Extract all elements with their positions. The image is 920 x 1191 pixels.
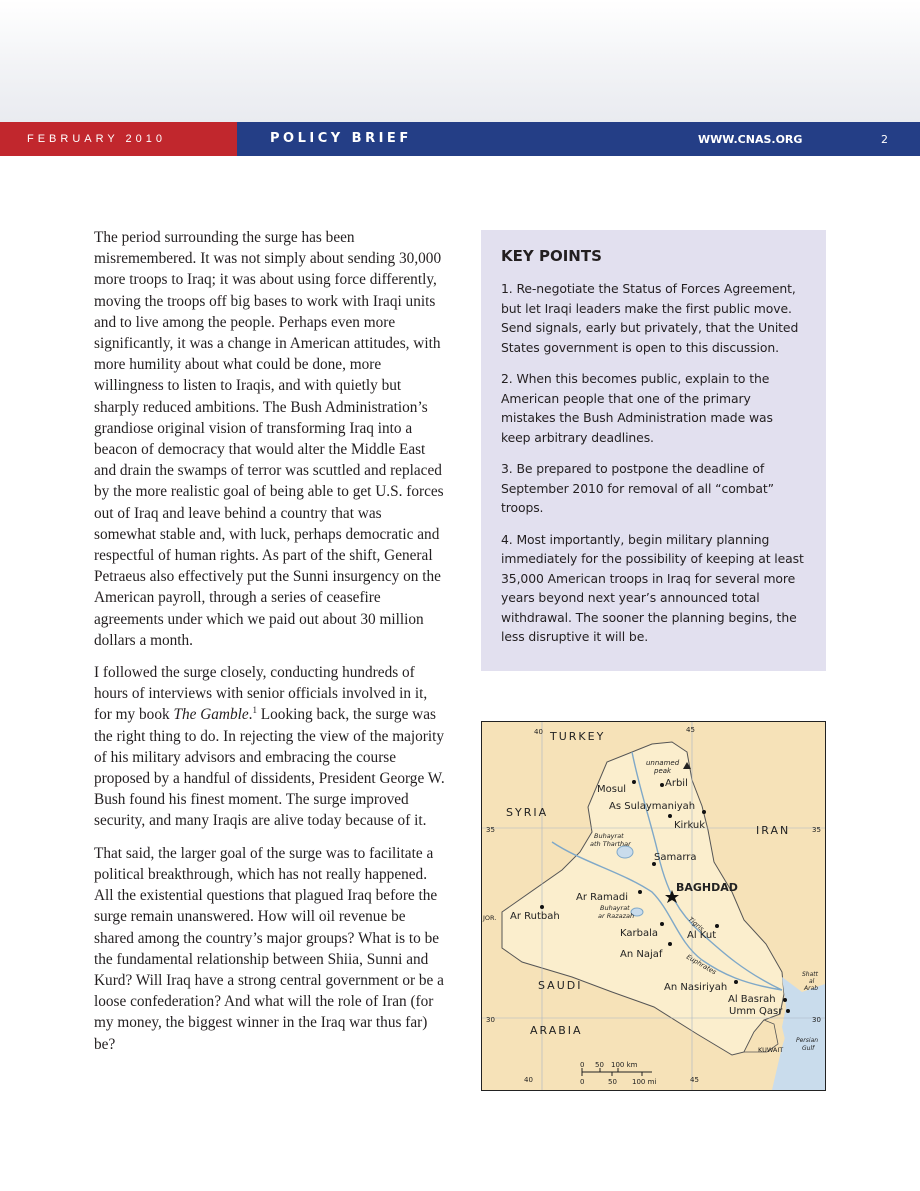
country-label: KUWAIT (758, 1046, 784, 1054)
body-paragraph-2 (94, 662, 446, 832)
iraq-map-svg (482, 722, 825, 1090)
key-point-item: 2. When this becomes public, explain to the American people that one of the primary mistakes the Bush Administration made was keep arbitrary deadlines. (501, 371, 773, 445)
city-dot (702, 810, 706, 814)
country-label: IRAN (756, 824, 791, 837)
scale-label-km: 50 (595, 1061, 604, 1069)
feature-label: Buhayrat (600, 904, 630, 912)
header-title-section (237, 122, 920, 156)
feature-label: al (809, 978, 815, 985)
feature-label: unnamed (646, 759, 680, 767)
grid-label: 40 (534, 728, 543, 736)
p2-text-c: Looking back, the surge was the right thing to do. In rejecting the view of the majority of his military advisors and embracing the course proposed by a handful of dissidents, President George W. Bush found his finest moment. The surge improved security, and many Iraqis are alive today because of it. (94, 706, 445, 830)
key-point-item: 3. Be prepared to postpone the deadline of September 2010 for removal of all “combat” troops. (501, 461, 774, 515)
feature-label: Euphrates (685, 952, 718, 977)
city-dot (783, 998, 787, 1002)
header-date-section (0, 122, 237, 156)
p2-text-b: . (248, 706, 253, 724)
city-label: Mosul (597, 784, 627, 795)
p2-text-a: I followed the surge closely, conducting hundreds of hours of interviews with senior officials involved in it, for my book (94, 664, 428, 724)
country-label: SYRIA (506, 806, 549, 819)
city-dot (668, 814, 672, 818)
grid-label: 45 (690, 1076, 699, 1084)
city-label: Ar Ramadi (576, 892, 628, 903)
city-label: Karbala (620, 928, 659, 939)
body-paragraph-3: That said, the larger goal of the surge was to facilitate a political breakthrough, which has not really happened. All the existential questions that plagued Iraq before the surge remain unanswered. How will oil revenue be shared among the country’s major groups? What is to be the fundamental relationship between Shiia, Sunni and Kurd? Will Iraq have a strong central government or be a loose confederation? And what will the role of Iran (for my money, the biggest winner in the Iraq war thus far) be? (94, 844, 444, 1053)
city-label: Ar Rutbah (510, 911, 560, 922)
key-point-item: 1. Re-negotiate the Status of Forces Agreement, but let Iraqi leaders make the first public move. Send signals, early but privately, that the United States government is open to this discussion. (501, 281, 799, 355)
page-number: 2 (881, 133, 888, 146)
book-title: The Gamble (173, 706, 249, 724)
city-dot (734, 980, 738, 984)
city-dot (632, 780, 636, 784)
feature-label: Persian (796, 1037, 819, 1044)
feature-label: Buhayrat (594, 832, 624, 840)
city-label: Arbil (665, 778, 688, 789)
grid-label: 45 (686, 726, 695, 734)
city-label: Umm Qasr (729, 1006, 783, 1017)
scale-label-mi: 100 mi (632, 1078, 657, 1086)
feature-label: Shatt (802, 971, 818, 978)
scale-label-mi: 0 (580, 1078, 585, 1086)
key-points-box (481, 230, 826, 671)
grid-label: 30 (486, 1016, 495, 1024)
capital-label: BAGHDAD (676, 881, 738, 894)
feature-label: Arab (804, 985, 819, 992)
scale-label-mi: 50 (608, 1078, 617, 1086)
grid-label: 30 (812, 1016, 821, 1024)
country-label: SAUDI (538, 979, 583, 992)
feature-label: ar Razazah (598, 912, 635, 920)
country-label: TURKEY (550, 730, 606, 743)
body-paragraph-1: The period surrounding the surge has been misremembered. It was not simply about sending 30,000 more troops to Iraq; it was about using force differently, moving the troops off big bases to work with Iraqi units and to live among the people. Perhaps even more significantly, it was a change in American attitudes, with more humility about what could be done, more willingness to listen to Iraqis, and with quietly but sharply reduced ambitions. The Bush Administration’s grandiose original vision of transforming Iraq into a beacon of democracy that would alter the Middle East and drain the swamps of terror was scuttled and replaced by the more realistic goal of being able to get U.S. forces out of Iraq and leave behind a country that was somewhat stable and, with luck, perhaps democratic and respectful of human rights. As part of the shift, General Petraeus also effectively put the Sunni insurgency on the American payroll, through a series of ceasefire agreements under which we paid out about 30 million dollars a month. (94, 229, 444, 649)
grid-label: 40 (524, 1076, 533, 1084)
city-dot (540, 905, 544, 909)
feature-label: Gulf (802, 1045, 815, 1052)
scale-label-km: 100 km (611, 1061, 638, 1069)
city-dot (660, 922, 664, 926)
page-header-background (0, 0, 920, 122)
city-label: Samarra (654, 852, 697, 863)
city-label: An Najaf (620, 949, 663, 960)
city-dot (660, 783, 664, 787)
feature-label: ath Tharthar (590, 840, 631, 848)
iraq-map (481, 721, 826, 1091)
city-label: Kirkuk (674, 820, 706, 831)
city-dot (715, 924, 719, 928)
header-date: FEBRUARY 2010 (27, 133, 167, 145)
header-title: POLICY BRIEF (270, 131, 412, 146)
city-label: An Nasiriyah (664, 982, 728, 993)
header-bar (0, 122, 920, 156)
country-label: ARABIA (530, 1024, 583, 1037)
body-text-column (94, 227, 446, 1066)
key-points-heading: KEY POINTS (501, 247, 602, 265)
feature-label: Tigris (686, 915, 706, 933)
city-dot (668, 942, 672, 946)
key-point-item: 4. Most importantly, begin military planning immediately for the possibility of keeping at least 35,000 American troops in Iraq for several more years beyond next year’s announced total withdrawal. The sooner the planning begins, the less disruptive it will be. (501, 531, 804, 644)
city-label: Al Basrah (728, 994, 776, 1005)
persian-gulf (780, 977, 825, 1090)
grid-label: 35 (486, 826, 495, 834)
feature-label: peak (654, 767, 672, 775)
grid-label: 35 (812, 826, 821, 834)
city-dot (638, 890, 642, 894)
country-label: JOR. (483, 914, 497, 922)
footnote-marker[interactable]: 1 (252, 705, 257, 716)
city-label: As Sulaymaniyah (609, 801, 696, 812)
scale-label-km: 0 (580, 1061, 585, 1069)
header-url-link[interactable]: WWW.CNAS.ORG (698, 133, 803, 146)
city-dot (786, 1009, 790, 1013)
city-label: Al Kut (687, 930, 717, 941)
